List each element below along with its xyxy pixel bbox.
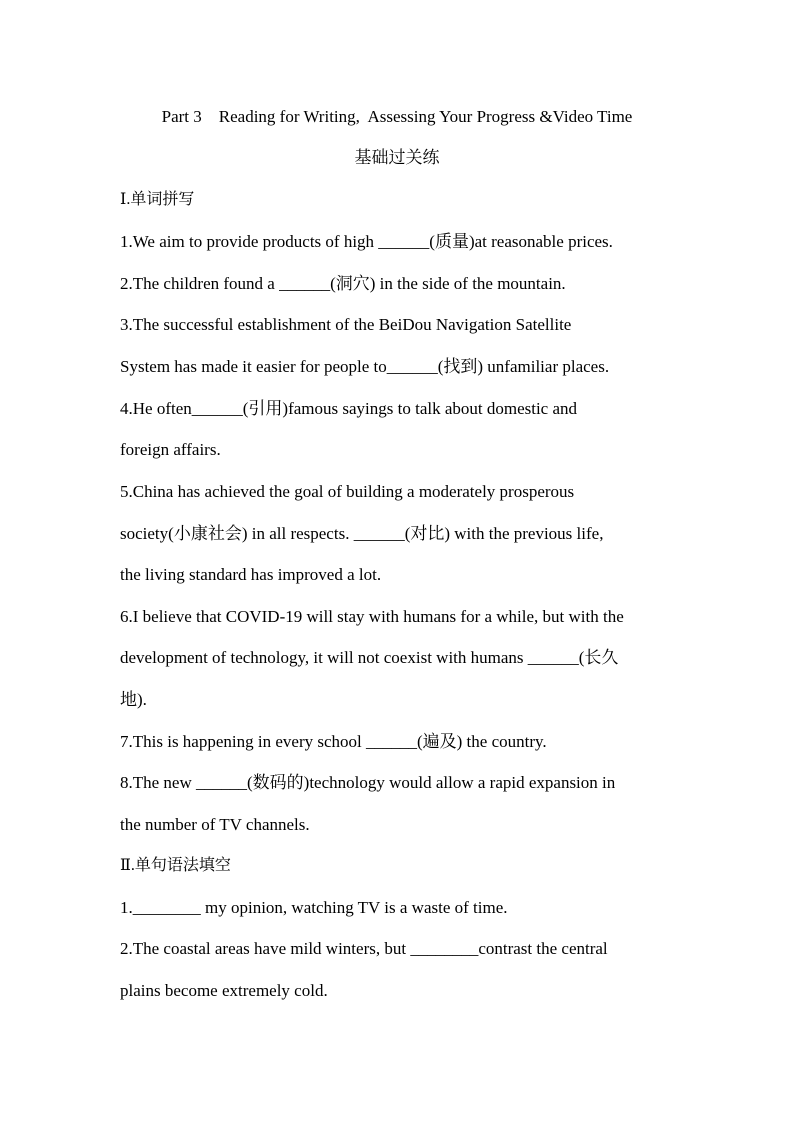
exercise-line: the number of TV channels. [120, 815, 310, 834]
section-heading-grammar: Ⅱ.单句语法填空 [120, 857, 231, 874]
exercise-line: System has made it easier for people to______(找到) unfamiliar places. [120, 357, 610, 376]
exercise-line: 地). [120, 690, 147, 709]
page-title: Part 3 Reading for Writing, Assessing Your Progress &Video Time [161, 107, 633, 126]
exercise-line: 5.China has achieved the goal of building a moderately prosperous [120, 482, 575, 501]
exercise-line: 2.The coastal areas have mild winters, but ________contrast the central [120, 939, 608, 958]
exercise-line: society(小康社会) in all respects. ______(对比) with the previous life, [120, 524, 604, 543]
section-heading-spelling: Ⅰ.单词拼写 [120, 191, 195, 208]
exercise-line: 3.The successful establishment of the BeiDou Navigation Satellite [120, 315, 572, 334]
exercise-line: 7.This is happening in every school ______(遍及) the country. [120, 732, 547, 751]
exercise-line: plains become extremely cold. [120, 981, 328, 1000]
exercise-line: the living standard has improved a lot. [120, 565, 382, 584]
exercise-line: foreign affairs. [120, 440, 221, 459]
exercise-line: 2.The children found a ______(洞穴) in the side of the mountain. [120, 274, 566, 293]
exercise-line: 1.________ my opinion, watching TV is a waste of time. [120, 898, 508, 917]
exercise-line: 6.I believe that COVID-19 will stay with humans for a while, but with the [120, 607, 624, 626]
exercise-line: 4.He often______(引用)famous sayings to talk about domestic and [120, 399, 578, 418]
exercise-line: 8.The new ______(数码的)technology would allow a rapid expansion in [120, 773, 616, 792]
exercise-line: 1.We aim to provide products of high ______(质量)at reasonable prices. [120, 232, 613, 251]
exercise-line: development of technology, it will not coexist with humans ______(长久 [120, 648, 619, 667]
page-subtitle: 基础过关练 [354, 148, 440, 167]
